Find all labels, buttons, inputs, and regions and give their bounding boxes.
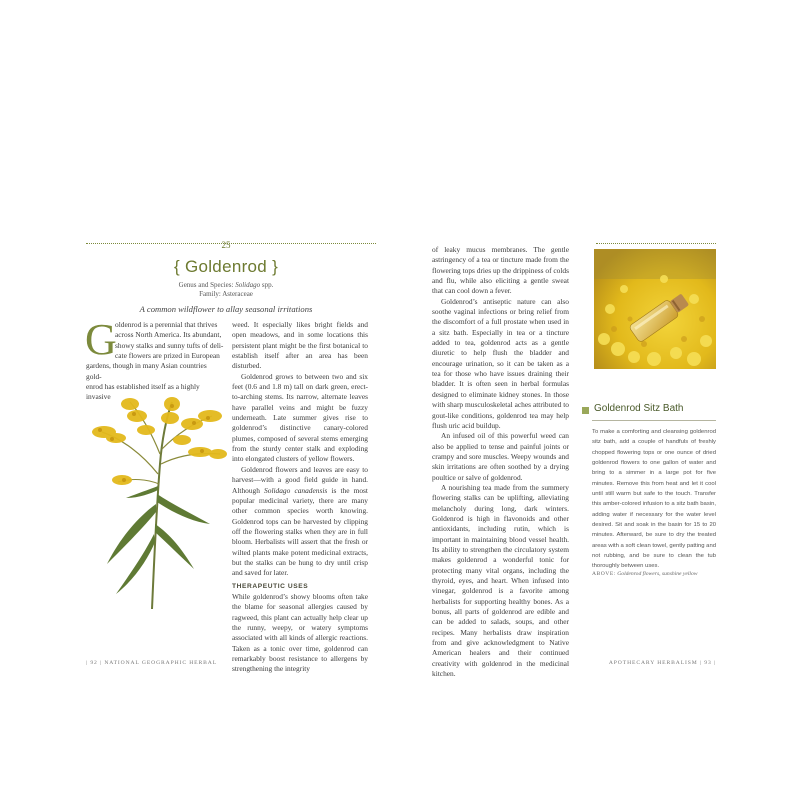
page-title: { Goldenrod } — [173, 257, 279, 276]
right-paragraph-1: of leaky mucus membranes. The gentle astringency of a tea or tincture made from the flowering tops dries up the drippiness of colds and flu, while also eliciting a gentle sweat that can cool down a fever. — [432, 245, 569, 296]
tagline: A common wildflower to allay seasonal irritations — [139, 304, 313, 314]
intro-line-4: cate flowers are prized in European — [115, 351, 220, 361]
right-footer: APOTHECARY HERBALISM | 93 | — [608, 660, 716, 666]
right-column — [432, 245, 569, 679]
left-col2-paragraph-2: Goldenrod grows to between two and six feet (0.6 and 1.8 m) tall on dark green, erect-to-arching stems. Its narrow, alternate leaves have parallel veins and might be fuzzy underneath. Late summer gives rise to goldenrod’s distinctive canary-colored plumes, composed of several stems emerging from the sturdy center stalk and exploding into elongated clusters of yellow flowers. — [232, 371, 368, 464]
drop-cap: G — [85, 315, 117, 364]
goldenrod-photo — [594, 249, 716, 369]
taxonomy-line — [86, 281, 366, 299]
genus-italic: Solidago — [235, 281, 261, 289]
goldenrod-illustration — [82, 394, 228, 614]
caption-label: ABOVE: — [592, 571, 616, 577]
intro-line-3: showy stalks and sunny tufts of deli- — [115, 340, 224, 350]
sidebar-title-rule — [592, 420, 716, 421]
left-column-2 — [232, 320, 368, 675]
sidebar-body — [592, 427, 716, 572]
intro-line-6: enrod has established itself as a highly invasive — [86, 382, 200, 402]
harvest-text-a: Goldenrod flowers and leaves are easy to harvest—with a good field guide in hand. Although — [232, 464, 368, 495]
top-dotted-rule-right — [596, 243, 716, 244]
genus-suffix: spp. — [260, 281, 274, 289]
intro-indented-lines — [115, 320, 224, 361]
right-paragraph-3: An infused oil of this powerful weed can also be applied to tense and painful joints or crampy and sore muscles. Weepy wounds and skin irritations are often soothed by a drying poultice or salve of goldenrod. — [432, 431, 569, 482]
caption-text: Goldenrod flowers, sunshine yellow — [615, 571, 698, 577]
sidebar-bullet — [582, 407, 589, 414]
intro-line-1: oldenrod is a perennial that thrives — [115, 320, 218, 329]
left-footer: | 92 | NATIONAL GEOGRAPHIC HERBAL — [86, 660, 218, 666]
sidebar-text: To make a comforting and cleansing goldenrod sitz bath, add a couple of handfuls of freshly chopped flowering tops or one ounce of dried goldenrod flowers to one gallon of water and bring to a simmer in a large pot for five minutes. Remove this from heat and let it cool until still warm but safe to the touch. Transfer this amber-colored infusion to a sitz bath basin, adding water if necessary for the water level desired. Sit and soak in the basin for 15 to 20 minutes. Afterward, be sure to dry the treated areas with a soft clean towel, gently patting and not rubbing, and be sure to clean the tub thoroughly between uses. — [592, 429, 716, 570]
left-col2-paragraph-3 — [232, 465, 368, 579]
right-paragraph-2: Goldenrod’s antiseptic nature can also soothe vaginal infections or bring relief from the discomfort of a full prostate when used in a sitz bath. Especially in tea or a tincture added to tea, goldenrod acts as a gentle diuretic to help flush the bladder and encourage urination, so it can be taken as a tea for those who have issues draining their bladder. It is often seen in herbal formulas designed to eliminate kidney stones. In those with sharp musculoskeletal aches attributed to gout-like conditions, goldenrod tea may help flush uric acid buildup. — [432, 296, 569, 430]
photo-caption — [592, 571, 722, 577]
left-col2-paragraph-4: While goldenrod’s showy blooms often take the blame for seasonal allergies caused by ragweed, this plant can actually help clear up the runny, weepy, or watery symptoms associated with all kinds of allergic reactions. Taken as a tonic over time, goldenrod can remarkably boost resistance to allergens by strengthening the integrity — [232, 591, 368, 674]
harvest-text-b: is the most popular medicinal variety, there are many other common species worth knowing. Goldenrod tops can be harvested by clipping off the flowering stalks when they are in full bloom. Herbalists will assert that the fresh or wilted plants make potent medicinal extracts, but the stalks can be hung to dry until crisp and saved for later. — [232, 485, 368, 578]
right-paragraph-4: A nourishing tea made from the summery flowering stalks can be uplifting, alleviating melancholy during long, dark winters. Goldenrod is high in flavonoids and other antioxidants, including rutin, which is important in maintaining blood vessel health. Its ability to strengthen the circulatory system makes goldenrod a wonderful tonic for protecting many vital organs, including the thyroid, eyes, and heart. When infused into vinegar, goldenrod is a favorite among herbalists for supporting healthy bones. As a bonus, all parts of goldenrod are edible and can be added to salads, soups, and other recipes. Many herbalists draw inspiration from and give acknowledgment to Native American healers and their continued creativity with goldenrod in the medicinal kitchen. — [432, 482, 569, 679]
intro-line-2: across North America. Its abundant, — [115, 330, 222, 340]
sidebar-title: Goldenrod Sitz Bath — [594, 403, 684, 414]
family-line: Family: Asteraceae — [199, 290, 253, 298]
species-italic: Solidago canadensis — [264, 485, 328, 495]
genus-prefix: Genus and Species: — [178, 281, 236, 289]
page-number: 25 — [221, 240, 231, 250]
subhead-therapeutic-uses: THERAPEUTIC USES — [232, 582, 309, 590]
left-col2-paragraph-1: weed. It especially likes bright fields and open meadows, and in some locations this persistent plant might be the first botanical to establish itself after an area has been disturbed. — [232, 320, 368, 371]
intro-line-5: gardens, though in many Asian countries gold- — [86, 361, 207, 381]
